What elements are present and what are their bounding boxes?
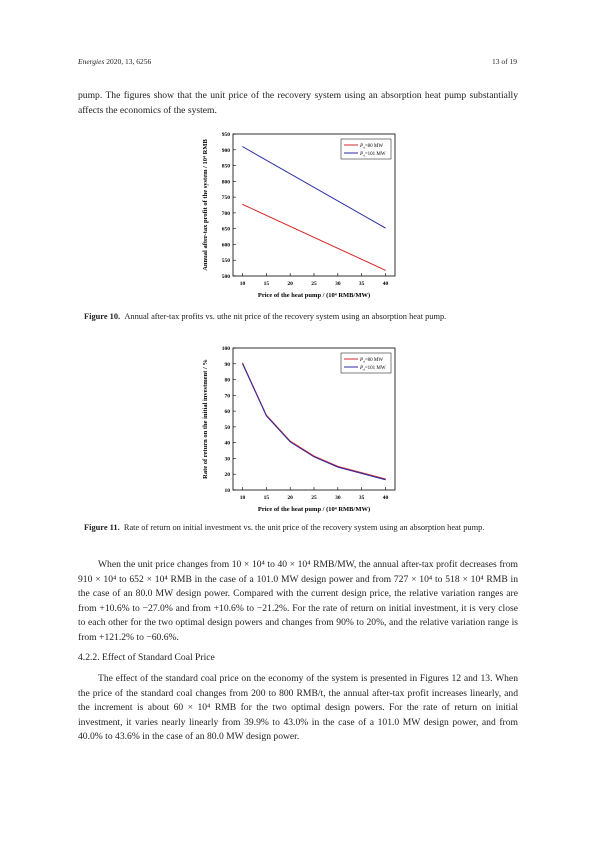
y-axis-label: Annual after-tax profit of the system / 10⁴ RMB <box>202 139 209 271</box>
x-tick-label: 40 <box>382 281 389 287</box>
x-tick-label: 20 <box>287 281 293 287</box>
data-point <box>266 415 267 416</box>
y-axis-label: Rate of return on the initial investment / % <box>202 359 209 479</box>
figure-10-chart <box>195 128 410 304</box>
data-point <box>385 270 386 271</box>
x-tick-label: 30 <box>335 281 341 287</box>
section-heading: 4.2.2. Effect of Standard Coal Price <box>78 652 215 663</box>
body-paragraph-unit-price: When the unit price changes from 10 × 10⁴ to 40 × 10⁴ RMB/MW, the annual after-tax profit decreases from 910 × 10⁴ to 652 × 10⁴ RMB in the case of a 101.0 MW design power and from 727 × 10⁴ to 518 × 10⁴ RMB in the case of an 80.0 MW design power. Compared with the current design price, the relative variation ranges are from +10.6% to −27.0% and from +10.6% to −21.2%. For the rate of return on initial investment, it is very close to each other for the two optimal design powers and changes from 90% to 20%, and the relative variation range is from +121.2% to −60.6%. <box>78 559 518 643</box>
x-tick-label: 10 <box>239 495 246 501</box>
y-tick-label: 90 <box>224 361 230 368</box>
y-tick-label: 750 <box>221 195 230 202</box>
x-axis-label: Price of the heat pump / (10⁴ RMB/MW) <box>257 292 371 299</box>
data-point <box>242 363 243 364</box>
y-tick-label: 80 <box>224 377 230 384</box>
legend-label: $P_d=80$ MW <box>360 144 384 150</box>
x-tick-label: 25 <box>311 495 317 501</box>
legend-label: $P_d=80$ MW <box>360 358 384 364</box>
series-line-0 <box>243 204 386 270</box>
data-point <box>242 146 243 147</box>
x-tick-label: 35 <box>358 281 365 287</box>
data-point <box>242 204 243 205</box>
x-tick-label: 10 <box>239 281 246 287</box>
y-tick-label: 500 <box>221 274 230 280</box>
y-tick-label: 10 <box>224 488 230 494</box>
series-line-0 <box>243 363 386 479</box>
y-tick-label: 600 <box>221 242 230 249</box>
y-tick-label: 700 <box>221 210 230 217</box>
y-tick-label: 20 <box>224 472 230 479</box>
x-tick-label: 30 <box>335 495 341 501</box>
x-tick-label: 25 <box>311 281 317 287</box>
running-header-journal: Energies 2020, 13, 6256 <box>78 57 152 66</box>
x-tick-label: 15 <box>263 281 270 287</box>
y-tick-label: 800 <box>221 179 230 186</box>
y-tick-label: 60 <box>224 409 230 416</box>
data-point <box>385 228 386 229</box>
series-line-1 <box>243 364 386 480</box>
figure-11-chart <box>195 342 410 514</box>
figure-10-caption: Figure 10. Annual after-tax profits vs. uthe nit price of the recovery system using an absorption heat pump. <box>84 312 447 321</box>
y-tick-label: 30 <box>224 456 230 463</box>
y-tick-label: 950 <box>221 132 230 138</box>
y-tick-label: 900 <box>221 147 230 154</box>
y-tick-label: 40 <box>224 440 230 447</box>
x-axis-label: Price of the heat pump / (10⁴ RMB/MW) <box>257 506 371 513</box>
data-point <box>385 479 386 480</box>
y-tick-label: 850 <box>221 163 230 170</box>
y-tick-label: 50 <box>224 424 230 431</box>
y-tick-label: 100 <box>221 346 230 352</box>
y-tick-label: 550 <box>221 258 230 265</box>
y-tick-label: 70 <box>224 393 230 400</box>
running-header-page: 13 of 19 <box>492 57 517 66</box>
figure-11-caption: Figure 11. Rate of return on initial investment vs. the unit price of the recovery system using an absorption heat pump. <box>84 523 485 532</box>
body-paragraph-coal-price: The effect of the standard coal price on the economy of the system is presented in Figures 12 and 13. When the price of the standard coal changes from 200 to 800 RMB/t, the annual after-tax profit increases linearly, and the increment is about 60 × 10⁴ RMB for the two optimal design powers. For the rate of return on initial investment, it varies nearly linearly from 39.9% to 43.0% in the case of a 101.0 MW design power, and from 40.0% to 43.6% in the case of an 80.0 MW design power. <box>78 673 518 742</box>
legend-label: $P_d=101$ MW <box>360 152 386 158</box>
y-tick-label: 650 <box>221 226 230 233</box>
data-point <box>290 441 291 442</box>
x-tick-label: 20 <box>287 495 293 501</box>
x-tick-label: 35 <box>358 495 365 501</box>
legend-label: $P_d=101$ MW <box>360 366 386 372</box>
data-point <box>242 363 243 364</box>
x-tick-label: 15 <box>263 495 270 501</box>
intro-paragraph: pump. The figures show that the unit price of the recovery system using an absorption heat pump substantially affects the economics of the system. <box>78 90 518 116</box>
data-point <box>337 467 338 468</box>
x-tick-label: 40 <box>382 495 389 501</box>
data-point <box>314 456 315 457</box>
